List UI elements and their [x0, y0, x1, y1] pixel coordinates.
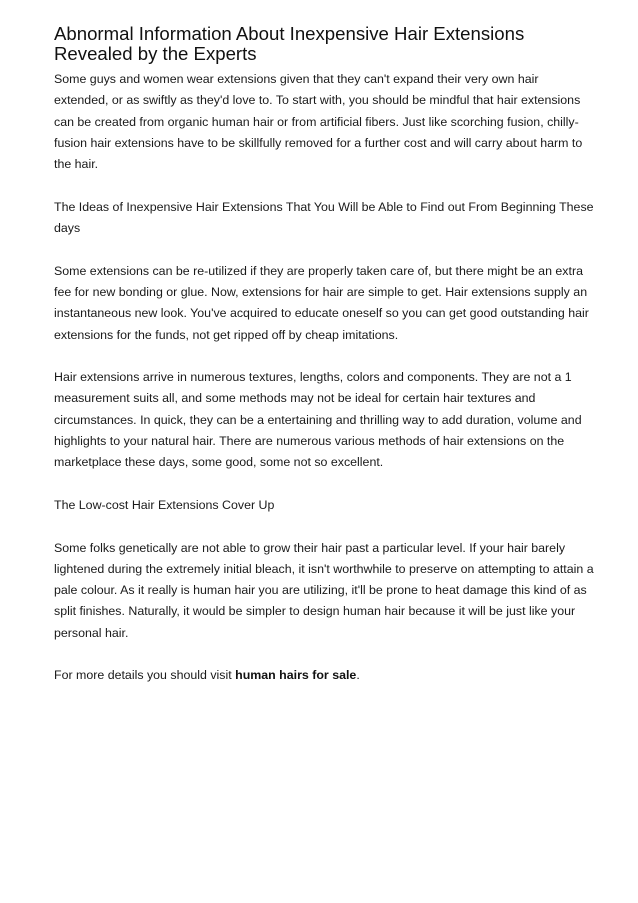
document-title: Abnormal Information About Inexpensive Hair Extensions Revealed by the Experts [54, 23, 525, 64]
paragraph-intro: Some guys and women wear extensions given that they can't expand their very own hair extended, or as swiftly as they'd love to. To start with, you should be mindful that hair extensions can be created from organic human hair or from artificial fibers. Just like scorching fusion, chilly-fusion hair extensions have to be skillfully removed for a further cost and will carry about harm to the hair. [54, 72, 583, 172]
document-page [54, 24, 594, 708]
paragraph-reuse: Some extensions can be re-utilized if they are properly taken care of, but there might be an extra fee for new bonding or glue. Now, extensions for hair are simple to get. Hair extensions supply an instantaneous new look. You've acquired to educate oneself so you can get good outstanding hair extensions for the funds, not get ripped off by cheap imitations. [54, 263, 589, 342]
paragraph-subheading-cover-up: The Low-cost Hair Extensions Cover Up [54, 497, 275, 512]
paragraph-subheading-ideas: The Ideas of Inexpensive Hair Extensions That You Will be Able to Find out From Beginning These days [54, 199, 594, 236]
closing-prefix: For more details you should visit [54, 668, 236, 683]
closing-suffix: . [356, 668, 360, 683]
paragraph-textures: Hair extensions arrive in numerous textures, lengths, colors and components. They are not a 1 measurement suits all, and some methods may not be ideal for certain hair textures and circumstances. In quick, they can be a entertaining and thrilling way to add duration, volume and highlights to your natural hair. There are numerous various methods of hair extensions on the marketplace these days, some good, some not so excellent. [54, 370, 582, 470]
paragraph-genetics: Some folks genetically are not able to grow their hair past a particular level. If your hair barely lightened during the extremely initial bleach, it isn't worthwhile to preserve on attempting to attain a pale colour. As it really is human hair you are utilizing, it'll be prone to heat damage this kind of as split finishes. Naturally, it would be simpler to design human hair because it will be just like your personal hair. [54, 540, 594, 640]
human-hairs-link[interactable]: human hairs for sale [235, 668, 357, 683]
paragraph-closing [54, 665, 594, 686]
